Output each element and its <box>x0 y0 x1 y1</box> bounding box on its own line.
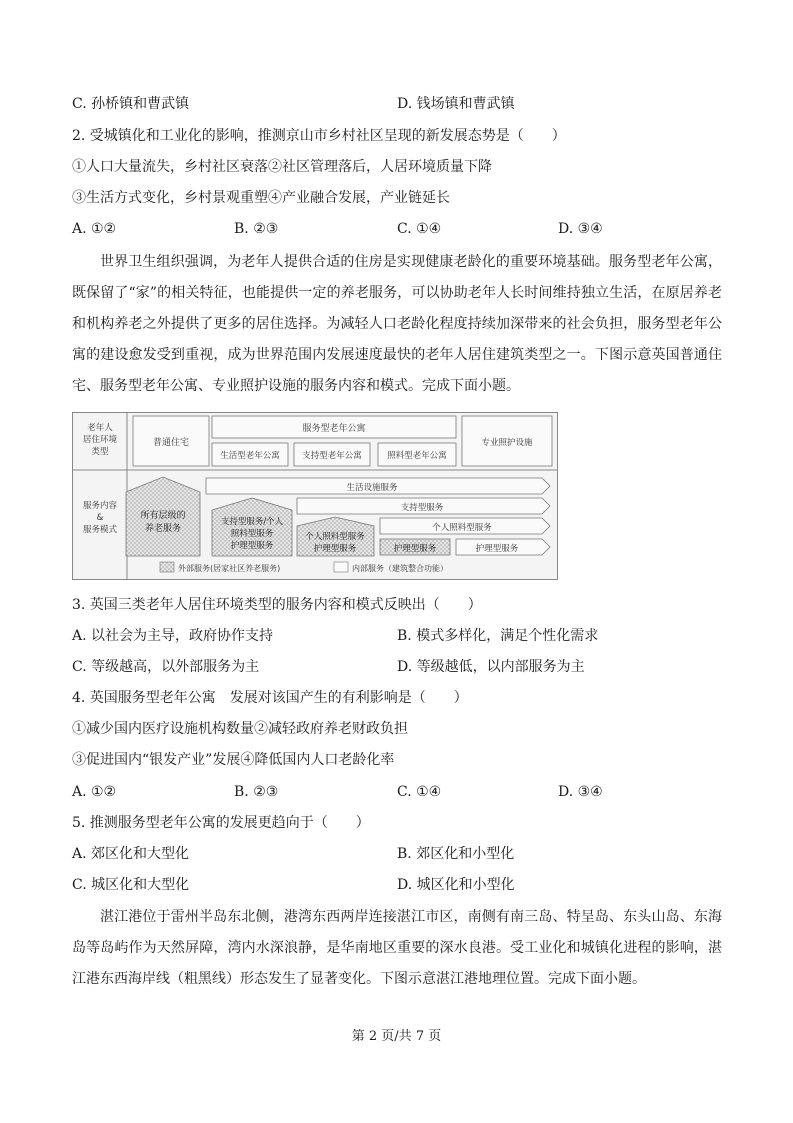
passage-elderly-housing: 世界卫生组织强调，为老年人提供合适的住房是实现健康老龄化的重要环境基础。服务型老年公寓，既保留了“家”的相关特征，也能提供一定的养老服务，可以协助老年人长时间维持独立生活，在原居养老和机构养老之外提供了更多的居住选择。为减轻人口老龄化程度持续加深带来的社会负担，服务型老年公寓的建设愈发受到重视，成为世界范围内发展速度最快的老年人居住建筑类型之一。下图示意英国普通住宅、服务型老年公寓、专业照护设施的服务内容和模式。完成下面小题。 <box>72 254 722 394</box>
fig-all-levels-2: 养老服务 <box>144 524 182 534</box>
fig-legend-internal-swatch <box>334 562 348 572</box>
fig-row2-header-3: 服务模式 <box>82 525 118 535</box>
q4-option-a: A. ①② <box>72 784 117 800</box>
q5-stem: 5. 推测服务型老年公寓的发展更趋向于（ ） <box>72 815 370 831</box>
fig-living-type: 生活型老年公寓 <box>220 451 280 461</box>
page-number: 第 2 页/共 7 页 <box>351 1029 442 1044</box>
q2-option-b: B. ②③ <box>234 221 279 237</box>
q3-stem: 3. 英国三类老年人居住环境类型的服务内容和模式反映出（ ） <box>72 597 482 613</box>
q5-option-b: B. 郊区化和小型化 <box>397 846 515 862</box>
q4-statement-1: ①减少国内医疗设施机构数量②减轻政府养老财政负担 <box>72 721 408 737</box>
fig-arrow-living-label: 生活设施服务 <box>346 483 398 493</box>
fig-row1-header-3: 类型 <box>91 447 109 457</box>
fig-ordinary-housing: 普通住宅 <box>152 438 190 448</box>
q4-stem: 4. 英国服务型老年公寓 发展对该国产生的有利影响是（ ） <box>72 690 468 706</box>
q1-option-c: C. 孙桥镇和曹武镇 <box>72 96 190 112</box>
fig-support-personal-1: 支持型服务/个人 <box>220 517 284 527</box>
fig-personal-nursing-2: 护理型服务 <box>313 544 357 554</box>
q3-option-c: C. 等级越高，以外部服务为主 <box>72 659 260 675</box>
passage-zhanjiang-port: 湛江港位于雷州半岛东北侧，港湾东西两岸连接湛江市区，南侧有南三岛、特呈岛、东头山岛、东海岛等岛屿作为天然屏障，湾内水深浪静，是华南地区重要的深水良港。受工业化和城镇化进程的影响，湛江港东西海岸线（粗黑线）形态发生了显著变化。下图示意湛江港地理位置。完成下面小题。 <box>72 909 722 987</box>
q5-option-c: C. 城区化和大型化 <box>72 877 190 893</box>
fig-nursing-box-label: 护理型服务 <box>393 544 437 554</box>
fig-arrow-support-label: 支持型服务 <box>400 503 444 513</box>
q2-option-a: A. ①② <box>72 221 117 237</box>
fig-support-personal-3: 护理型服务 <box>230 541 274 551</box>
q2-option-d: D. ③④ <box>558 221 603 237</box>
fig-legend-internal: 内部服务（建筑整合功能） <box>352 564 448 573</box>
q3-option-a: A. 以社会为主导，政府协作支持 <box>72 628 274 644</box>
fig-care-type: 照料型老年公寓 <box>387 451 447 461</box>
fig-row1-header-1: 老年人 <box>87 423 113 433</box>
fig-service-apartment: 服务型老年公寓 <box>302 424 366 434</box>
q1-option-d: D. 钱场镇和曹武镇 <box>397 96 515 112</box>
q5-option-a: A. 郊区化和大型化 <box>72 846 190 862</box>
fig-row2-header-2: & <box>96 513 104 523</box>
fig-legend-external: 外部服务(居家社区养老服务) <box>178 564 281 573</box>
q4-option-b: B. ②③ <box>234 784 279 800</box>
fig-support-type: 支持型老年公寓 <box>302 451 362 461</box>
fig-support-personal-2: 照料型服务 <box>230 529 274 539</box>
q2-statement-2: ③生活方式变化，乡村景观重塑④产业融合发展，产业链延长 <box>72 190 450 206</box>
q2-option-c: C. ①④ <box>397 221 442 237</box>
fig-all-levels-1: 所有层级的 <box>140 511 186 521</box>
q5-option-d: D. 城区化和小型化 <box>397 877 515 893</box>
q3-option-d: D. 等级越低，以内部服务为主 <box>397 659 585 675</box>
fig-row2-header-1: 服务内容 <box>82 501 118 511</box>
q2-stem: 2. 受城镇化和工业化的影响，推测京山市乡村社区呈现的新发展态势是（ ） <box>72 128 566 144</box>
q4-option-c: C. ①④ <box>397 784 442 800</box>
fig-arrow-nursing-label: 护理型服务 <box>475 544 519 554</box>
fig-legend-external-swatch <box>160 562 174 572</box>
service-model-figure <box>72 412 558 580</box>
q4-statement-2: ③促进国内“银发产业”发展④降低国内人口老龄化率 <box>72 752 395 768</box>
q2-statement-1: ①人口大量流失，乡村社区衰落②社区管理落后，人居环境质量下降 <box>72 159 492 175</box>
fig-personal-nursing-1: 个人照料型服务 <box>305 532 365 542</box>
q3-option-b: B. 模式多样化，满足个性化需求 <box>397 628 599 644</box>
fig-arrow-personal-label: 个人照料型服务 <box>432 523 492 533</box>
q4-option-d: D. ③④ <box>558 784 603 800</box>
fig-row1-header-2: 居住环境 <box>82 435 118 445</box>
fig-professional-care: 专业照护设施 <box>481 438 533 448</box>
